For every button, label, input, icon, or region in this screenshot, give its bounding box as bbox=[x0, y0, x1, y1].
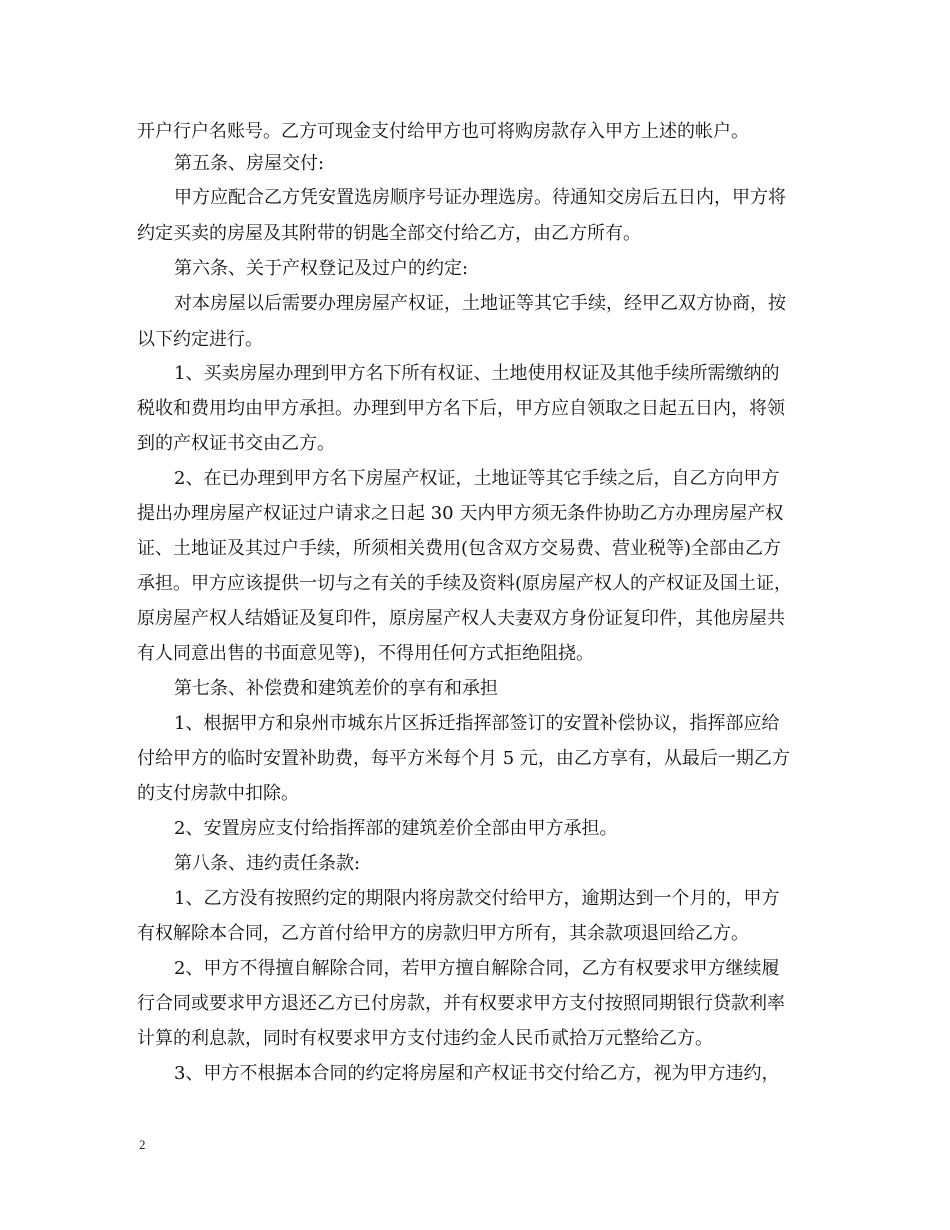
text-line: 3、甲方不根据本合同的约定将房屋和产权证书交付给乙方，视为甲方违约， bbox=[174, 1063, 780, 1084]
text-line: 有人同意出售的书面意见等)，不得用任何方式拒绝阻挠。 bbox=[137, 643, 595, 664]
text-line: 1、买卖房屋办理到甲方名下所有权证、土地使用权证及其他手续所需缴纳的 bbox=[174, 363, 780, 384]
text-line: 证、土地证及其过户手续，所须相关费用(包含双方交易费、营业税等)全部由乙方 bbox=[137, 538, 782, 559]
text-line: 承担。甲方应该提供一切与之有关的手续及资料(原房屋产权人的产权证及国土证， bbox=[137, 573, 793, 594]
text-line: 1、乙方没有按照约定的期限内将房款交付给甲方，逾期达到一个月的，甲方 bbox=[174, 888, 780, 909]
section-heading-6: 第六条、关于产权登记及过户的约定: bbox=[174, 258, 469, 279]
text-line: 原房屋产权人结婚证及复印件，原房屋产权人夫妻双方身份证复印件，其他房屋共 bbox=[137, 608, 785, 629]
text-line: 到的产权证书交由乙方。 bbox=[137, 433, 335, 454]
text-line: 行合同或要求甲方退还乙方已付房款，并有权要求甲方支付按照同期银行贷款利率 bbox=[137, 993, 785, 1014]
text-line: 开户行户名账号。乙方可现金支付给甲方也可将购房款存入甲方上述的帐户。 bbox=[137, 121, 749, 142]
page-number: 2 bbox=[139, 1137, 146, 1152]
text-line: 计算的利息款，同时有权要求甲方支付违约金人民币贰拾万元整给乙方。 bbox=[137, 1028, 713, 1049]
text-line: 2、在已办理到甲方名下房屋产权证，土地证等其它手续之后，自乙方向甲方 bbox=[174, 468, 780, 489]
section-heading-8: 第八条、违约责任条款: bbox=[174, 853, 361, 874]
text-line: 有权解除本合同，乙方首付给甲方的房款归甲方所有，其余款项退回给乙方。 bbox=[137, 923, 749, 944]
text-line: 税收和费用均由甲方承担。办理到甲方名下后，甲方应自领取之日起五日内，将领 bbox=[137, 398, 785, 419]
text-line: 2、甲方不得擅自解除合同，若甲方擅自解除合同，乙方有权要求甲方继续履 bbox=[174, 958, 780, 979]
text-line: 甲方应配合乙方凭安置选房顺序号证办理选房。待通知交房后五日内，甲方将 bbox=[174, 187, 786, 208]
text-line: 2、安置房应支付给指挥部的建筑差价全部由甲方承担。 bbox=[174, 818, 618, 839]
text-line: 付给甲方的临时安置补助费，每平方米每个月 5 元，由乙方享有，从最后一期乙方 bbox=[137, 748, 790, 769]
text-line: 的支付房款中扣除。 bbox=[137, 783, 299, 804]
text-line: 以下约定进行。 bbox=[137, 329, 263, 350]
section-heading-7: 第七条、补偿费和建筑差价的享有和承担 bbox=[174, 678, 498, 699]
text-line: 提出办理房屋产权证过户请求之日起 30 天内甲方须无条件协助乙方办理房屋产权 bbox=[137, 503, 784, 524]
section-heading-5: 第五条、房屋交付: bbox=[174, 153, 325, 174]
text-line: 约定买卖的房屋及其附带的钥匙全部交付给乙方，由乙方所有。 bbox=[137, 223, 641, 244]
text-line: 对本房屋以后需要办理房屋产权证，土地证等其它手续，经甲乙双方协商，按 bbox=[174, 293, 786, 314]
text-line: 1、根据甲方和泉州市城东片区拆迁指挥部签订的安置补偿协议，指挥部应给 bbox=[174, 713, 780, 734]
